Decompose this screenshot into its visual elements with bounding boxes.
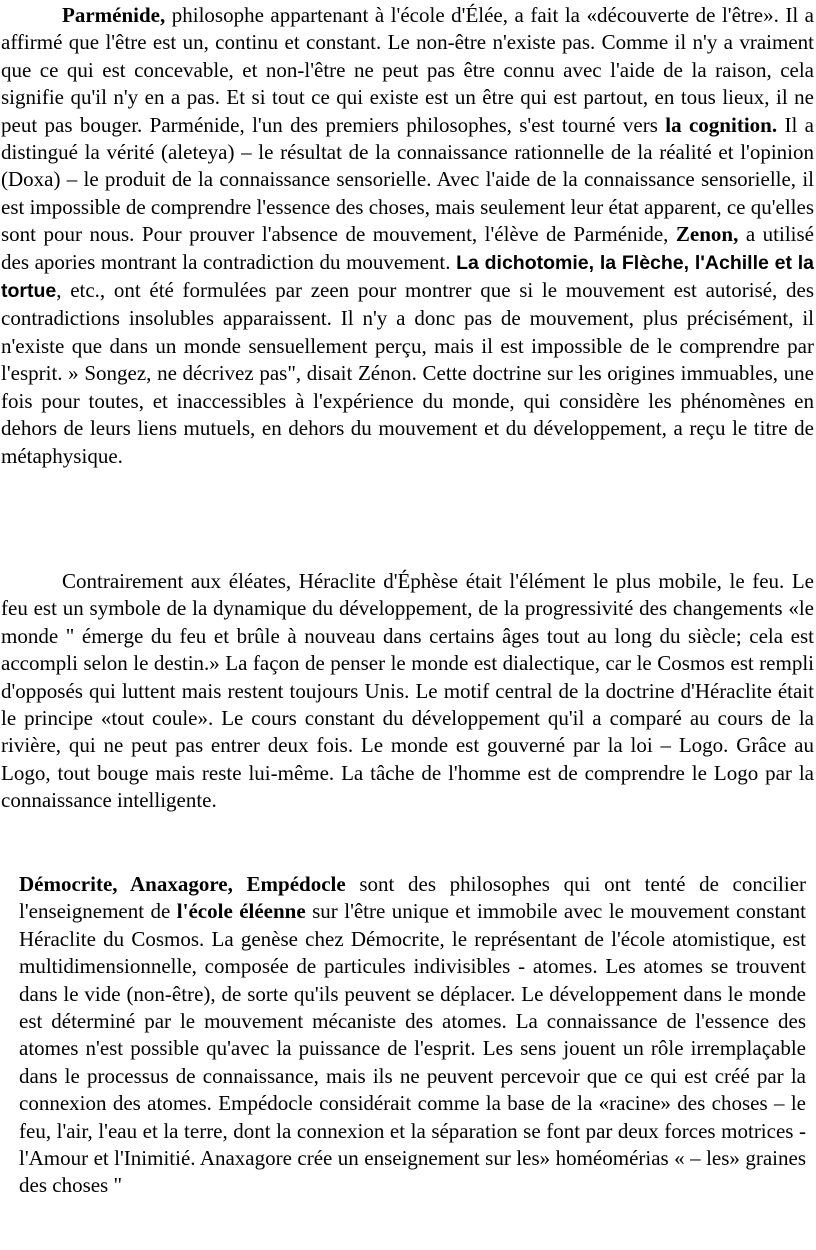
- bold-term-parmenide: Parménide,: [62, 3, 166, 27]
- paragraph-democrite: [19, 871, 806, 1200]
- paragraph-heraclite: [1, 568, 814, 815]
- paragraph-text: a utilisé des apories montrant la contradiction du mouvement.: [1, 222, 814, 274]
- bold-term-cognition: la cognition.: [665, 112, 778, 137]
- paragraph-text: , etc., ont été formulées par zeen pour montrer que si le mouvement est autorisé, des contradictions insolubles apparaissent. Il n'y a donc pas de mouvement, plus précisément, il n'existe que dans un monde sensuellement perçu, mais il est impossible de le comprendre par l'esprit. » Songez, ne décrivez pas", disait Zénon. Cette doctrine sur les origines immuables, une fois pour toutes, et inaccessibles à l'expérience du monde, qui considère les phénomènes en dehors de leurs liens mutuels, en dehors du mouvement et du développement, a reçu le titre de métaphysique.: [1, 278, 814, 468]
- paragraph-text: philosophe appartenant à l'école d'Élée, a fait la «découverte de l'être». Il a affirmé que l'être est un, continu et constant. Le non-être n'existe pas. Comme il n'y a vraiment que ce qui est concevable, et non-l'être ne peut pas être connu avec l'aide de la raison, cela signifie qu'il n'y en a pas. Et si tout ce qui existe est un être qui est partout, en tous lieux, il ne peut pas bouger. Parménide, l'un des premiers philosophes, s'est tourné vers: [1, 3, 814, 137]
- paragraph-parmenide: [1, 2, 814, 470]
- bold-term-zenon: Zenon,: [675, 222, 739, 247]
- bold-term-aporias: La dichotomie, la Flèche, l'Achille et la tortue: [1, 251, 815, 303]
- paragraph-text: sont des philosophes qui ont tenté de concilier l'enseignement de: [19, 872, 807, 924]
- paragraph-text: sur l'être unique et immobile avec le mouvement constant Héraclite du Cosmos. La genèse chez Démocrite, le représentant de l'école atomistique, est multidimensionnelle, composée de particules indivisibles - atomes. Les atomes se trouvent dans le vide (non-être), de sorte qu'ils peuvent se déplacer. Le développement dans le monde est déterminé par le mouvement mécaniste des atomes. La connaissance de l'essence des atomes n'est possible qu'avec la puissance de l'esprit. Les sens jouent un rôle irremplaçable dans le processus de connaissance, mais ils ne peuvent percevoir que ce qui est créé par la connexion des atomes. Empédocle considérait comme la base de la «racine» des choses – le feu, l'air, l'eau et la terre, dont la connexion et la séparation se font par deux forces motrices - l'Amour et l'Inimitié. Anaxagore crée un enseignement sur les» homéomérias « – les» graines des choses ": [19, 899, 806, 1198]
- bold-term-philosophers: Démocrite, Anaxagore, Empédocle: [19, 872, 346, 896]
- bold-term-eleatic-school: l'école éléenne: [176, 899, 306, 924]
- paragraph-text: Il a distingué la vérité (aleteya) – le résultat de la connaissance rationnelle de la réalité et l'opinion (Doxa) – le produit de la connaissance sensorielle. Avec l'aide de la connaissance sensorielle, il est impossible de comprendre l'essence des choses, mais seulement leur état apparent, ce qu'elles sont pour nous. Pour prouver l'absence de mouvement, l'élève de Parménide,: [1, 112, 814, 247]
- paragraph-text: Contrairement aux éléates, Héraclite d'Éphèse était l'élément le plus mobile, le feu. Le feu est un symbole de la dynamique du développement, de la progressivité des changements «le monde " émerge du feu et brûle à nouveau dans certains âges tout au long du siècle; cela est accompli selon le destin.» La façon de penser le monde est dialectique, car le Cosmos est rempli d'opposés qui luttent mais restent toujours Unis. Le motif central de la doctrine d'Héraclite était le principe «tout coule». Le cours constant du développement qu'il a comparé au cours de la rivière, qui ne peut pas entrer deux fois. Le monde est gouverné par la loi – Logo. Grâce au Logo, tout bouge mais reste lui-même. La tâche de l'homme est de comprendre le Logo par la connaissance intelligente.: [1, 569, 814, 813]
